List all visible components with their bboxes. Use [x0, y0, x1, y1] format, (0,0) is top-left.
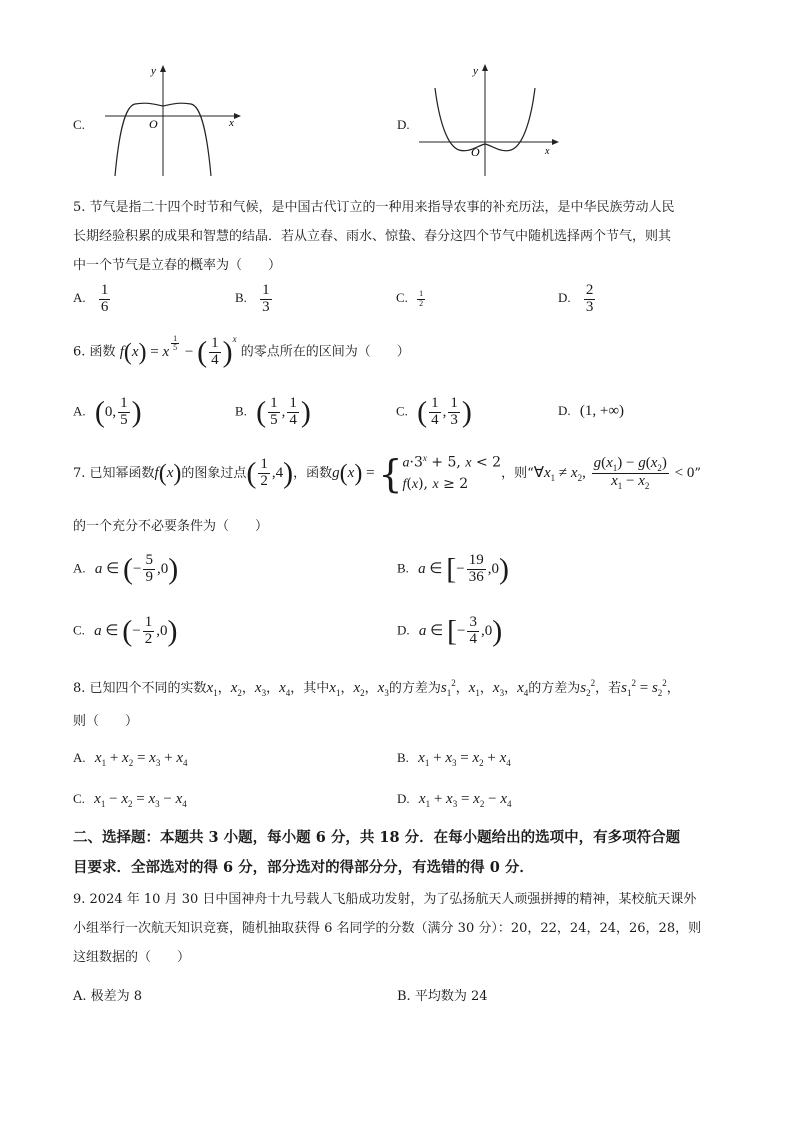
graph-d-x-label: x	[545, 146, 550, 157]
q8-option-d-label: D.	[397, 791, 410, 806]
q8-line1: 8. 已知四个不同的实数$x_1$，$x_2$，$x_3$，$x_4$，其中$x_1$，$x_2$，$x_3$的方差为$s_1^2$，$x_1$，$x_3$，$x_4$的方差为$s_2^2$，若$s_1^2 = s_2^2$，	[73, 678, 680, 698]
q5-b-num: 1	[262, 282, 270, 298]
q8-sep: ，	[455, 681, 469, 696]
q8-mid1: ，其中	[290, 681, 330, 696]
q7-option-d: D. a ∈ [− $\frac{3}{4}$ ,0)	[397, 614, 503, 648]
q9-option-a: A. 极差为 8	[73, 989, 143, 1004]
q8-option-a-label: A.	[73, 750, 86, 765]
q5-b-den: 3	[262, 298, 270, 315]
q6-option-d: D. (1, +∞)	[558, 403, 625, 419]
q5-line3: 中一个节气是立春的概率为（ ）	[73, 258, 282, 273]
q5-line1: 5. 节气是指二十四个时节和气候，是中国古代订立的一种用来指导农事的补充历法，是中华民族劳动人民	[73, 200, 675, 215]
q7-line2: 的一个充分不必要条件为（ ）	[73, 519, 269, 534]
q8-mid4: ，若	[595, 681, 622, 696]
q5-a-den: 6	[100, 298, 109, 315]
q5-a-num: 1	[100, 282, 109, 298]
q5-option-d-label: D.	[558, 290, 571, 306]
q7-option-a: A. a ∈ (− $\frac{5}{9}$ ,0)	[73, 552, 179, 586]
q8-option-a: A. $x_1 + x_2 = x_3 + x_4$	[73, 750, 188, 768]
q5-d-den: 3	[585, 298, 594, 315]
q8-sep: ，	[666, 681, 680, 696]
q7-option-b-label: B.	[397, 560, 409, 576]
q8-option-c: C. $x_1 - x_2 = x_3 - x_4$	[73, 791, 187, 809]
graph-d-y-label: y	[473, 65, 478, 77]
q9-line3: 这组数据的（ ）	[73, 950, 191, 965]
q8-option-b: B. $x_1 + x_3 = x_2 + x_4$	[397, 750, 511, 768]
q8-sep: ，	[479, 681, 493, 696]
graph-c-x-label: x	[229, 117, 234, 129]
q5-option-b-label: B.	[235, 290, 247, 306]
q8-option-c-label: C.	[73, 791, 85, 806]
q7-mid3: ，则“	[501, 466, 534, 482]
q7-option-d-label: D.	[397, 622, 410, 638]
q5-option-a-label: A.	[73, 290, 86, 306]
q7-option-b: B. a ∈ [− $\frac{19}{36}$ ,0)	[397, 552, 509, 586]
q6-option-c-label: C.	[396, 403, 408, 419]
q8-sep: ，	[364, 681, 378, 696]
q6-option-a: A. (0, $\frac{1}{5}$ )	[73, 395, 142, 429]
q8-sep: ，	[266, 681, 280, 696]
q5-option-a	[73, 283, 112, 316]
q6-option-b-label: B.	[235, 403, 247, 419]
graph-d	[415, 60, 565, 180]
q9-line2: 小组举行一次航天知识竞赛，随机抽取获得 6 名同学的分数（满分 30 分）：20，22，24，24，26，28，则	[73, 921, 702, 936]
q6-option-b: B. ( $\frac{1}{5}$ , $\frac{1}{4}$ )	[235, 395, 311, 429]
q7-stem: 7. 已知幂函数f(x)的图象过点( $\frac{1}{2}$ ,4)，函数$g(x) = \{a\cdot 3^x + 5$, x < 2 f(x), x ≥ 2，则“$\forall x_1 \ne x_2$, $\frac{g(x_1) - g(x_2)}{x_1 - x_2}$ < 0”	[73, 451, 702, 496]
q8-option-d: D. $x_1 + x_3 = x_2 - x_4$	[397, 791, 512, 809]
graph-d-origin: O	[471, 145, 480, 159]
q6-option-a-label: A.	[73, 403, 86, 419]
q5-line2: 长期经验积累的成果和智慧的结晶．若从立春、雨水、惊蛰、春分这四个节气中随机选择两个节气，则其	[73, 229, 672, 244]
q7-option-a-label: A.	[73, 560, 86, 576]
graph-c	[95, 62, 245, 180]
q5-d-num: 2	[585, 282, 594, 298]
q8-prefix: 8. 已知四个不同的实数	[73, 681, 207, 696]
option-c-label: C.	[73, 117, 85, 132]
option-d-label: D.	[397, 117, 410, 132]
q6-suffix: 的零点所在的区间为（ ）	[240, 344, 410, 360]
q7-end: ”	[694, 466, 702, 482]
q5-c-num: 1	[419, 289, 424, 299]
section2-line2: 目要求．全部选对的得 6 分，部分选对的得部分分，有选错的得 0 分．	[73, 859, 534, 876]
q7-mid1: 的图象过点	[181, 466, 247, 482]
q6-stem: 6. 函数 f(x) = x $^{\frac{1}{5}}$ − ( $\frac{1}{4}$ )$^x$ 的零点所在的区间为（ ）	[73, 333, 410, 369]
q7-option-c-label: C.	[73, 622, 85, 638]
q8-sep: ，	[504, 681, 518, 696]
q6-prefix: 6. 函数	[73, 344, 116, 360]
q7-mid2: ，函数	[293, 466, 333, 482]
q8-sep: ，	[340, 681, 354, 696]
q8-mid2: 的方差为	[388, 681, 441, 696]
q7-option-c: C. a ∈ (− $\frac{1}{2}$ ,0)	[73, 614, 178, 648]
q8-mid3: 的方差为	[528, 681, 581, 696]
q9-line1: 9. 2024 年 10 月 30 日中国神舟十九号载人飞船成功发射，为了弘扬航天人顽强拼搏的精神，某校航天课外	[73, 892, 697, 907]
graph-c-origin: O	[149, 117, 158, 131]
q6-option-d-label: D.	[558, 403, 571, 418]
q6-option-c: C. ( $\frac{1}{4}$ , $\frac{1}{3}$ )	[396, 395, 472, 429]
q8-line2: 则（ ）	[73, 714, 139, 729]
q5-c-den: 2	[419, 298, 424, 308]
q5-option-d	[558, 283, 597, 316]
q9-option-b: B. 平均数为 24	[397, 989, 488, 1004]
section2-line1: 二、选择题：本题共 3 小题，每小题 6 分，共 18 分．在每小题给出的选项中，有多项符合题	[73, 829, 681, 846]
q5-option-c-label: C.	[396, 290, 408, 305]
q5-option-c	[396, 290, 427, 308]
q7-prefix: 7. 已知幂函数	[73, 466, 155, 482]
q5-option-b	[235, 283, 274, 316]
graph-c-y-label: y	[151, 65, 156, 77]
q8-option-b-label: B.	[397, 750, 409, 765]
q8-sep: ，	[241, 681, 255, 696]
q8-sep: ，	[217, 681, 231, 696]
